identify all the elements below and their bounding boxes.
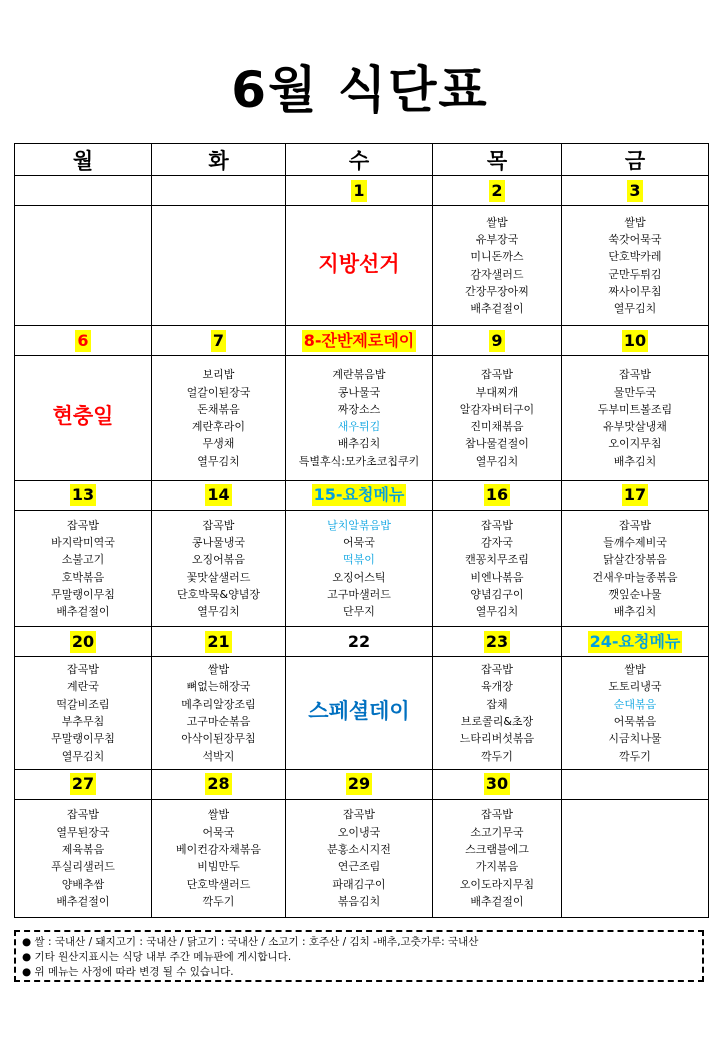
date-row xyxy=(15,769,709,799)
menu-item: 열무된장국 xyxy=(56,825,110,839)
date-cell xyxy=(152,176,286,206)
menu-item: 새우튀김 xyxy=(337,420,381,434)
menu-item: 참나물겉절이 xyxy=(465,437,529,451)
menu-cell xyxy=(562,799,709,917)
menu-cell xyxy=(15,206,152,326)
menu-item: 쑥갓어묵국 xyxy=(608,233,662,247)
menu-item: 고구마샐러드 xyxy=(327,587,391,601)
menu-cell xyxy=(152,356,286,480)
menu-row xyxy=(15,799,709,917)
menu-item: 고구마순볶음 xyxy=(186,714,251,728)
menu-item: 짜사이무침 xyxy=(608,285,662,299)
menu-item: 푸실리샐러드 xyxy=(51,860,115,874)
menu-item: 잡곡밥 xyxy=(202,518,235,532)
date-label: 14 xyxy=(207,485,230,505)
menu-item: 뼈없는해장국 xyxy=(186,680,251,694)
date-label: 9 xyxy=(491,330,503,350)
menu-cell xyxy=(15,799,152,917)
menu-cell xyxy=(286,510,433,626)
menu-item: 바지락미역국 xyxy=(51,535,115,549)
menu-item: 보리밥 xyxy=(202,368,235,382)
date-label: 24-요청메뉴 xyxy=(589,631,681,651)
menu-item: 열무김치 xyxy=(475,454,519,468)
date-row xyxy=(15,480,709,510)
menu-item: 쌀밥 xyxy=(207,808,230,822)
menu-cell xyxy=(152,206,286,326)
menu-item: 어묵국 xyxy=(202,825,235,839)
menu-item: 무생채 xyxy=(202,437,235,451)
meal-calendar-table xyxy=(14,143,709,918)
menu-cell xyxy=(562,657,709,769)
menu-item: 특별후식:모카초코칩쿠키 xyxy=(298,454,420,468)
date-label: 1 xyxy=(353,180,365,200)
menu-item: 단호박카레 xyxy=(608,250,662,264)
menu-item: 잡곡밥 xyxy=(481,808,513,822)
menu-cell xyxy=(433,510,562,626)
menu-item: 무말랭이무침 xyxy=(51,732,115,746)
note-line: ● 위 메뉴는 사정에 따라 변경 될 수 있습니다. xyxy=(22,966,234,978)
date-label: 7 xyxy=(212,330,225,350)
menu-item: 미니돈까스 xyxy=(470,250,524,264)
weekday-header: 수 xyxy=(286,144,433,176)
menu-item: 깍두기 xyxy=(202,894,235,908)
menu-item: 캔꽁치무조림 xyxy=(465,553,529,567)
menu-item: 석박지 xyxy=(202,749,235,763)
menu-item: 짜장소스 xyxy=(337,402,381,416)
menu-item: 잡곡밥 xyxy=(67,663,99,677)
date-label: 22 xyxy=(347,632,371,652)
menu-item: 브로콜리&초장 xyxy=(460,714,534,728)
menu-item: 간장무장아찌 xyxy=(465,285,529,299)
date-cell xyxy=(562,627,709,657)
date-cell xyxy=(433,769,562,799)
menu-item: 배추겉절이 xyxy=(56,894,110,908)
menu-item: 잡곡밥 xyxy=(343,808,375,822)
menu-item: 어묵국 xyxy=(343,535,375,549)
menu-row xyxy=(15,510,709,626)
menu-item: 제육볶음 xyxy=(61,843,105,857)
date-cell xyxy=(15,176,152,206)
menu-item: 계란후라이 xyxy=(191,420,246,434)
menu-cell xyxy=(152,657,286,769)
menu-row xyxy=(15,206,709,326)
weekday-header: 금 xyxy=(562,144,709,176)
menu-item: 날치알볶음밥 xyxy=(327,518,391,532)
date-cell xyxy=(433,480,562,510)
date-cell xyxy=(15,326,152,356)
menu-item: 오이냉국 xyxy=(337,825,381,839)
menu-cell xyxy=(286,799,433,917)
menu-item: 얼갈이된장국 xyxy=(186,385,251,399)
menu-item: 열무김치 xyxy=(197,605,240,619)
menu-item: 무말랭이무침 xyxy=(51,587,115,601)
menu-cell xyxy=(433,356,562,480)
menu-item: 쌀밥 xyxy=(486,215,508,229)
menu-cell xyxy=(152,799,286,917)
date-cell xyxy=(433,176,562,206)
menu-item: 시금치나물 xyxy=(608,732,662,746)
menu-item: 잡곡밥 xyxy=(619,518,651,532)
menu-item: 잡곡밥 xyxy=(67,808,99,822)
weekday-header-row xyxy=(15,144,709,176)
menu-cell xyxy=(286,356,433,480)
date-cell xyxy=(562,176,709,206)
page-title: 6월 식단표 xyxy=(231,61,489,119)
event-label: 현충일 xyxy=(52,403,114,428)
menu-item: 두부미트볼조림 xyxy=(597,402,673,416)
menu-item: 꽃맛살샐러드 xyxy=(186,570,251,584)
menu-item: 계란국 xyxy=(67,680,99,694)
menu-item: 알감자버터구이 xyxy=(459,402,535,416)
menu-item: 배추김치 xyxy=(613,454,657,468)
menu-item: 호박볶음 xyxy=(61,570,105,584)
menu-item: 비엔나볶음 xyxy=(470,570,524,584)
date-cell xyxy=(286,480,433,510)
menu-item: 육개장 xyxy=(481,680,513,694)
menu-item: 부추무침 xyxy=(61,714,105,728)
date-row xyxy=(15,176,709,206)
menu-cell xyxy=(433,657,562,769)
date-label: 3 xyxy=(629,180,641,200)
menu-item: 오이지무침 xyxy=(608,437,662,451)
menu-item: 쌀밥 xyxy=(207,663,230,677)
menu-item: 베이컨감자채볶음 xyxy=(175,843,261,857)
date-cell xyxy=(286,627,433,657)
menu-item: 가지볶음 xyxy=(475,860,519,874)
menu-item: 유부장국 xyxy=(475,233,519,247)
date-cell xyxy=(433,627,562,657)
menu-item: 파래김구이 xyxy=(332,877,386,891)
date-row xyxy=(15,326,709,356)
menu-item: 배추겉절이 xyxy=(56,605,110,619)
date-label: 2 xyxy=(491,180,503,200)
menu-item: 볶음김치 xyxy=(337,894,381,908)
menu-item: 배추김치 xyxy=(613,605,657,619)
menu-item: 쌀밥 xyxy=(624,663,646,677)
menu-item: 단호박묵&양념장 xyxy=(177,587,260,601)
menu-item: 양념김구이 xyxy=(470,587,524,601)
date-cell xyxy=(152,326,286,356)
menu-row xyxy=(15,657,709,769)
menu-cell xyxy=(286,206,433,326)
menu-item: 열무김치 xyxy=(475,605,519,619)
date-label: 6 xyxy=(77,330,89,350)
menu-item: 열무김치 xyxy=(197,454,240,468)
menu-item: 열무김치 xyxy=(613,302,657,316)
menu-item: 단무지 xyxy=(343,605,375,619)
menu-item: 잡곡밥 xyxy=(481,663,513,677)
menu-item: 잡곡밥 xyxy=(481,518,513,532)
event-label: 지방선거 xyxy=(318,251,400,276)
menu-item: 부대찌개 xyxy=(475,385,519,399)
menu-cell xyxy=(15,510,152,626)
menu-item: 깻잎순나물 xyxy=(608,587,662,601)
date-cell xyxy=(286,176,433,206)
menu-item: 느타리버섯볶음 xyxy=(459,732,535,746)
notes-box xyxy=(14,930,704,982)
menu-item: 도토리냉국 xyxy=(608,680,662,694)
menu-cell xyxy=(433,206,562,326)
note-line: ● 쌀 : 국내산 / 돼지고기 : 국내산 / 닭고기 : 국내산 / 소고기 : 호주산 / 김치 -배추,고춧가루: 국내산 xyxy=(22,936,479,948)
weekday-header: 월 xyxy=(15,144,152,176)
menu-item: 들깨수제비국 xyxy=(603,535,667,549)
date-label: 20 xyxy=(71,631,95,651)
menu-item: 잡곡밥 xyxy=(619,368,651,382)
date-label: 17 xyxy=(623,485,647,505)
menu-item: 유부맛살냉채 xyxy=(603,420,667,434)
date-cell xyxy=(433,326,562,356)
date-cell xyxy=(15,769,152,799)
date-label: 8-잔반제로데이 xyxy=(303,330,415,350)
menu-item: 감자국 xyxy=(481,535,513,549)
menu-item: 연근조림 xyxy=(337,860,381,874)
menu-cell xyxy=(433,799,562,917)
date-label: 30 xyxy=(485,774,509,794)
date-cell xyxy=(15,480,152,510)
menu-item: 깍두기 xyxy=(619,749,651,763)
menu-item: 아삭이된장무침 xyxy=(181,732,256,746)
menu-cell xyxy=(562,206,709,326)
menu-item: 열무김치 xyxy=(61,749,105,763)
date-label: 28 xyxy=(207,774,230,794)
date-cell xyxy=(562,480,709,510)
date-label: 27 xyxy=(71,774,95,794)
menu-item: 계란볶음밥 xyxy=(332,368,386,382)
menu-item: 진미채볶음 xyxy=(470,420,524,434)
menu-item: 순대볶음 xyxy=(613,697,657,711)
menu-cell xyxy=(286,657,433,769)
date-cell xyxy=(562,769,709,799)
menu-item: 쌀밥 xyxy=(624,215,646,229)
menu-cell xyxy=(562,510,709,626)
menu-item: 스크램블에그 xyxy=(465,843,529,857)
date-cell xyxy=(152,769,286,799)
menu-item: 분홍소시지전 xyxy=(327,843,391,857)
menu-item: 잡곡밥 xyxy=(481,368,513,382)
menu-cell xyxy=(15,657,152,769)
date-cell xyxy=(286,326,433,356)
menu-item: 물만두국 xyxy=(613,385,657,399)
date-label: 23 xyxy=(485,631,509,651)
date-cell xyxy=(15,627,152,657)
menu-item: 비빔만두 xyxy=(197,860,240,874)
menu-cell xyxy=(152,510,286,626)
date-cell xyxy=(562,326,709,356)
menu-item: 떡볶이 xyxy=(343,553,375,567)
menu-item: 배추김치 xyxy=(337,437,381,451)
date-row xyxy=(15,627,709,657)
menu-item: 단호박샐러드 xyxy=(186,877,251,891)
menu-cell xyxy=(15,356,152,480)
menu-item: 건새우마늘종볶음 xyxy=(592,570,678,584)
weekday-header: 목 xyxy=(433,144,562,176)
weekday-header: 화 xyxy=(152,144,286,176)
date-label: 15-요청메뉴 xyxy=(313,485,405,505)
date-cell xyxy=(152,480,286,510)
event-label: 스페셜데이 xyxy=(308,698,410,723)
menu-item: 양배추쌈 xyxy=(61,877,105,891)
date-label: 10 xyxy=(623,330,647,350)
menu-item: 배추겉절이 xyxy=(470,894,524,908)
date-cell xyxy=(152,627,286,657)
menu-item: 메추리알장조림 xyxy=(181,697,256,711)
menu-item: 콩나물냉국 xyxy=(191,535,246,549)
menu-item: 오징어볶음 xyxy=(191,553,246,567)
menu-item: 군만두튀김 xyxy=(608,267,662,281)
menu-item: 잡곡밥 xyxy=(67,518,99,532)
menu-row xyxy=(15,356,709,480)
menu-cell xyxy=(562,356,709,480)
menu-item: 감자샐러드 xyxy=(470,267,524,281)
menu-item: 닭살간장볶음 xyxy=(603,553,667,567)
menu-item: 소고기무국 xyxy=(470,825,524,839)
menu-item: 돈채볶음 xyxy=(197,402,240,416)
date-label: 16 xyxy=(485,485,509,505)
menu-item: 오이도라지무침 xyxy=(459,877,535,891)
note-line: ● 기타 원산지표시는 식당 내부 주간 메뉴판에 게시합니다. xyxy=(22,951,292,963)
menu-item: 소불고기 xyxy=(61,553,105,567)
menu-item: 오징어스틱 xyxy=(332,570,386,584)
date-cell xyxy=(286,769,433,799)
menu-item: 떡갈비조림 xyxy=(56,697,110,711)
date-label: 29 xyxy=(347,774,371,794)
menu-item: 어묵볶음 xyxy=(613,714,657,728)
menu-item: 콩나물국 xyxy=(337,385,381,399)
menu-item: 깍두기 xyxy=(481,749,513,763)
date-label: 13 xyxy=(71,485,95,505)
date-label: 21 xyxy=(207,631,230,651)
menu-item: 잡채 xyxy=(486,697,508,711)
menu-item: 배추겉절이 xyxy=(470,302,524,316)
